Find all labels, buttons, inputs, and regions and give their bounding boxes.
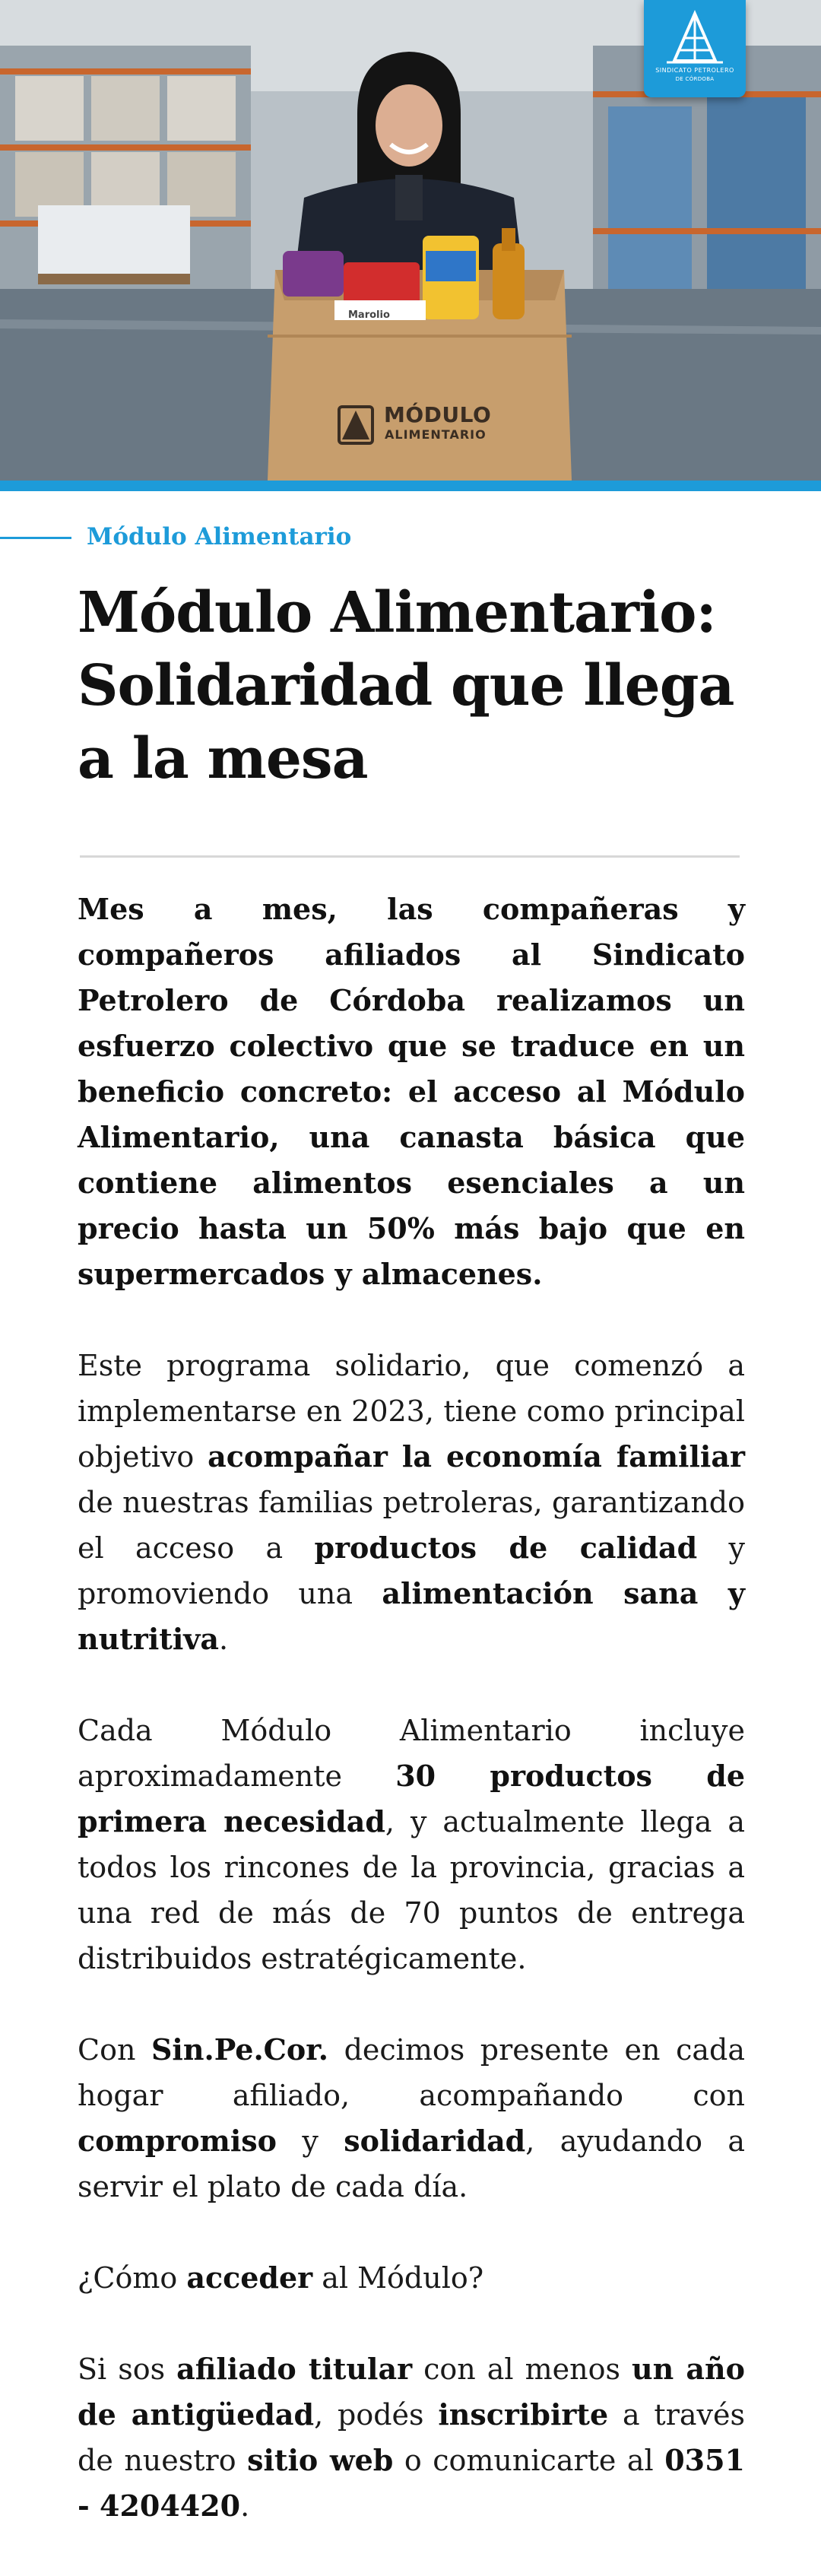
website-link[interactable]: sitio web: [247, 2443, 394, 2477]
text: y: [277, 2124, 344, 2158]
emphasis: compromiso: [78, 2124, 277, 2158]
text: a través de nuestro: [78, 2398, 745, 2477]
paragraph-sinpecor: [78, 2027, 745, 2210]
text: al Módulo?: [312, 2261, 484, 2295]
article-body: [78, 887, 745, 2574]
text: , ayudando a servir el plato de cada día.: [78, 2124, 745, 2203]
hero-image: [0, 0, 821, 481]
lead-paragraph: Mes a mes, las compañeras y compañeros afiliados al Sindicato Petrolero de Córdoba realizamos un esfuerzo colectivo que se traduce en un beneficio concreto: el acceso al Módulo Alimentario, una canasta básica que contiene alimentos esenciales a un precio hasta un 50% más bajo que en supermercados y almacenes.: [78, 892, 745, 1291]
box-brand-label: Marolio: [348, 309, 390, 321]
text: , podés: [314, 2398, 439, 2432]
union-logo[interactable]: [644, 0, 746, 97]
text: .: [218, 1623, 229, 1656]
paragraph-program: [78, 1343, 745, 1662]
emphasis: acceder: [186, 2260, 313, 2295]
emphasis: Sin.Pe.Cor.: [151, 2032, 329, 2067]
text: decimos presente en cada hogar afiliado, acompañando con: [78, 2033, 745, 2112]
text: de nuestras familias petroleras, garantizando el acceso a: [78, 1486, 745, 1565]
title-divider: [80, 855, 740, 858]
text: , y actualmente llega a todos los rincones de la provincia, gracias a una red de más de 70 puntos de entrega distribuidos estratégicamente.: [78, 1805, 745, 1975]
logo-text-line2: DE CÓRDOBA: [675, 76, 715, 82]
emphasis: 30 productos de primera necesidad: [78, 1759, 745, 1838]
text: Con: [78, 2033, 151, 2067]
emphasis: acompañar la economía familiar: [208, 1439, 745, 1474]
emphasis: un año de antigüedad: [78, 2352, 745, 2432]
emphasis: alimentación sana y nutritiva: [78, 1576, 745, 1656]
box-label-line1: MÓDULO: [384, 402, 492, 427]
paragraph-question: [78, 2255, 745, 2301]
paragraph-access: [78, 2346, 745, 2529]
title-line-2: Solidaridad que llega: [78, 653, 734, 719]
text: Si sos: [78, 2352, 177, 2386]
category-accent-line: [0, 537, 71, 539]
oil-derrick-icon: [644, 0, 746, 97]
hero-accent-bar: [0, 481, 821, 491]
paragraph-contents: [78, 1708, 745, 1981]
phone-number[interactable]: 0351 - 4204420: [78, 2443, 745, 2523]
category-tag[interactable]: Módulo Alimentario: [87, 523, 352, 550]
page-title: [78, 576, 762, 795]
text: con al menos: [412, 2352, 632, 2386]
emphasis: inscribirte: [438, 2397, 609, 2432]
text: y promoviendo una: [78, 1531, 745, 1610]
title-line-1: Módulo Alimentario:: [78, 580, 716, 646]
emphasis: afiliado titular: [176, 2352, 413, 2386]
emphasis: solidaridad: [344, 2124, 526, 2158]
text: Cada Módulo Alimentario incluye aproximadamente: [78, 1714, 745, 1793]
box-label-line2: ALIMENTARIO: [385, 427, 487, 442]
emphasis: productos de calidad: [314, 1531, 698, 1565]
text: .: [240, 2489, 250, 2523]
text: o comunicarte al: [393, 2444, 665, 2477]
text: ¿Cómo: [78, 2261, 187, 2295]
text: Este programa solidario, que comenzó a implementarse en 2023, tiene como principal objetivo: [78, 1349, 745, 1474]
logo-text-line1: SINDICATO PETROLERO: [655, 67, 734, 74]
title-line-3: a la mesa: [78, 726, 368, 792]
